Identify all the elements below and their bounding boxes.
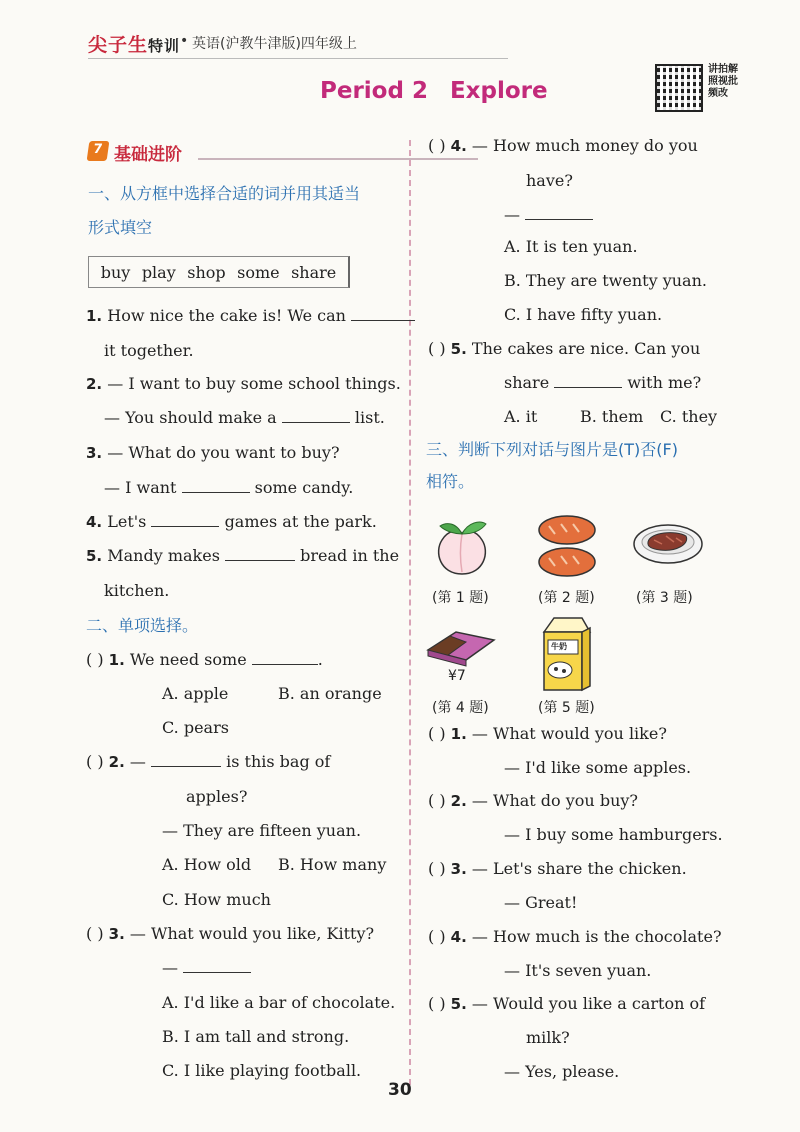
c-q5-line1: ( ) 5. — Would you like a carton of [428,994,706,1013]
answer-blank[interactable] [182,478,250,493]
answer-blank[interactable] [525,205,593,220]
title-period: Period 2 [320,78,428,104]
answer-blank[interactable] [282,408,350,423]
a-q3-line2: — I want some candy. [104,478,354,497]
a-q2-line1: 2. — I want to buy some school things. [86,374,401,393]
b-q4-option-b[interactable]: B. They are twenty yuan. [504,271,707,290]
b-q5-option-b[interactable]: B. them [580,407,644,426]
header-separator: • [180,33,189,49]
b-q1-stem: ( ) 1. We need some . [86,650,323,669]
b-q4-option-c[interactable]: C. I have fifty yuan. [504,305,663,324]
column-divider [409,140,411,1085]
answer-paren[interactable]: ( ) [428,927,446,946]
c-q2-line1: ( ) 2. — What do you buy? [428,791,638,810]
picture-caption-5: (第 5 题) [538,700,595,716]
word-item: play [141,262,176,282]
b-q3-stem: ( ) 3. — What would you like, Kitty? [86,924,375,943]
header-rule [88,58,508,59]
answer-blank[interactable] [252,650,318,665]
milk-label: 牛奶 [551,642,567,651]
word-box [88,256,350,288]
b-q5-stem: ( ) 5. The cakes are nice. Can you [428,339,701,358]
picture-caption-3: (第 3 题) [636,590,693,606]
answer-blank[interactable] [225,546,295,561]
answer-blank[interactable] [554,373,622,388]
page-title [320,78,548,104]
section-banner [88,138,393,166]
answer-paren[interactable]: ( ) [428,859,446,878]
meat-plate-icon [632,520,704,566]
answer-paren[interactable]: ( ) [428,994,446,1013]
c-q5-line2: milk? [526,1028,570,1047]
c-q4-line1: ( ) 4. — How much is the chocolate? [428,927,722,946]
b-q2-option-c[interactable]: C. How much [162,890,271,909]
qr-caption: 讲拍解照视批频改 [708,64,738,99]
answer-paren[interactable]: ( ) [428,136,446,155]
section-badge-icon: 7 [87,141,110,161]
b-q5-option-c[interactable]: C. they [660,407,718,426]
c-q2-line2: — I buy some hamburgers. [504,825,723,844]
bread-icon [534,512,600,580]
picture-caption-2: (第 2 题) [538,590,595,606]
answer-paren[interactable]: ( ) [428,724,446,743]
b-q5-stem-2: share with me? [504,373,702,392]
section-c-heading-2: 相符。 [426,472,475,491]
price-tag: ¥7 [448,668,466,684]
c-q1-line2: — I'd like some apples. [504,758,692,777]
word-item: buy [100,262,131,282]
a-q1-line2: it together. [104,341,194,360]
b-q5-option-a[interactable]: A. it [504,407,538,426]
b-q3-answer: — [162,958,251,977]
answer-blank[interactable] [151,752,221,767]
a-q5-line2: kitchen. [104,581,170,600]
word-item: shop [187,262,226,282]
c-q4-line2: — It's seven yuan. [504,961,652,980]
section-banner-label: 基础进阶 [114,145,182,165]
b-q3-option-c[interactable]: C. I like playing football. [162,1061,362,1080]
chocolate-bar-icon [426,628,496,668]
qr-code-icon[interactable] [655,64,703,112]
milk-carton-icon [536,614,594,694]
c-q1-line1: ( ) 1. — What would you like? [428,724,667,743]
page-number: 30 [388,1080,412,1100]
picture-caption-4: (第 4 题) [432,700,489,716]
a-q3-line1: 3. — What do you want to buy? [86,443,340,462]
b-q4-answer: — [504,205,593,224]
section-b-heading: 二、单项选择。 [86,616,199,635]
b-q3-option-a[interactable]: A. I'd like a bar of chocolate. [162,993,396,1012]
answer-blank[interactable] [351,306,415,321]
answer-paren[interactable]: ( ) [86,752,104,771]
b-q1-option-c[interactable]: C. pears [162,718,229,737]
word-item: share [291,262,337,282]
a-q4-line1: 4. Let's games at the park. [86,512,377,531]
a-q2-line2: — You should make a list. [104,408,385,427]
word-item: some [237,262,280,282]
section-c-heading-1: 三、判断下列对话与图片是(T)否(F) [426,440,678,459]
brand-logo: 尖子生特训 [88,34,181,56]
answer-blank[interactable] [183,958,251,973]
b-q3-option-b[interactable]: B. I am tall and strong. [162,1027,350,1046]
a-q5-line1: 5. Mandy makes bread in the [86,546,400,565]
header-subject: 英语(沪教牛津版)四年级上 [192,36,357,52]
b-q2-option-b[interactable]: B. How many [278,855,387,874]
c-q3-line2: — Great! [504,893,578,912]
a-q1-line1: 1. How nice the cake is! We can [86,306,415,325]
title-topic: Explore [449,78,548,104]
c-q5-line3: — Yes, please. [504,1062,620,1081]
answer-blank[interactable] [151,512,219,527]
b-q2-reply: — They are fifteen yuan. [162,821,362,840]
b-q4-option-a[interactable]: A. It is ten yuan. [504,237,638,256]
b-q4-stem-2: have? [526,171,573,190]
answer-paren[interactable]: ( ) [86,924,104,943]
section-a-heading-2: 形式填空 [88,218,153,237]
c-q3-line1: ( ) 3. — Let's share the chicken. [428,859,687,878]
b-q2-option-a[interactable]: A. How old [162,855,252,874]
answer-paren[interactable]: ( ) [428,791,446,810]
b-q1-option-b[interactable]: B. an orange [278,684,382,703]
section-a-heading-1: 一、从方框中选择合适的词并用其适当 [88,184,361,203]
picture-caption-1: (第 1 题) [432,590,489,606]
answer-paren[interactable]: ( ) [428,339,446,358]
peach-icon [430,512,494,580]
b-q1-option-a[interactable]: A. apple [162,684,229,703]
b-q4-stem: ( ) 4. — How much money do you [428,136,698,155]
b-q2-stem: ( ) 2. — is this bag of [86,752,331,771]
answer-paren[interactable]: ( ) [86,650,104,669]
b-q2-stem-2: apples? [186,787,248,806]
